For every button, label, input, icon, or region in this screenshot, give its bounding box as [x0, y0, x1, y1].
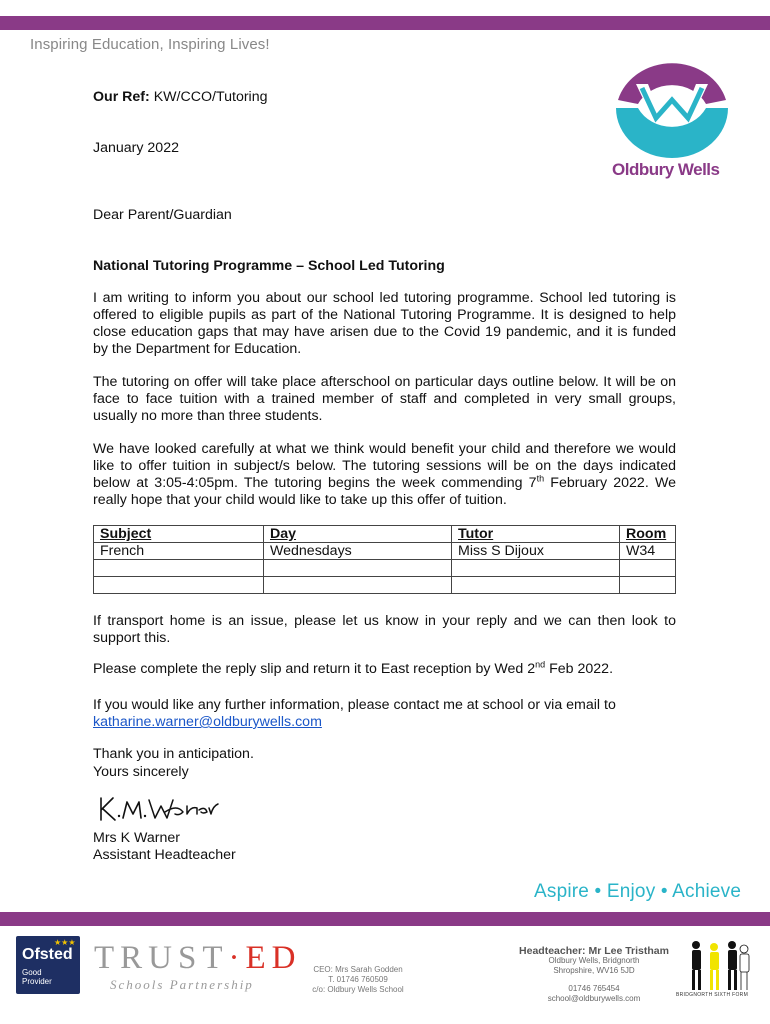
- school-address-line2: Shropshire, WV16 5JD: [553, 966, 635, 975]
- cell-day: Wednesdays: [264, 543, 452, 560]
- ceo-name: CEO: Mrs Sarah Godden: [313, 965, 403, 974]
- ofsted-name: Ofsted: [22, 946, 73, 963]
- ceo-address: c/o: Oldbury Wells School: [312, 985, 404, 994]
- table-row: [94, 560, 676, 577]
- trusted-logo-part2: ED: [245, 940, 302, 976]
- header-room: Room: [620, 526, 676, 543]
- school-address-line1: Oldbury Wells, Bridgnorth: [548, 956, 640, 965]
- tuition-details-end: February 2022. We really hope that your child would like to take up this offer of tuition.: [93, 475, 676, 508]
- paragraph-tuition-details: [93, 441, 676, 509]
- empty-cell: [264, 560, 452, 577]
- ofsted-stars-icon: ★★★: [54, 938, 76, 947]
- cell-room: W34: [620, 543, 676, 560]
- closing-thanks: Thank you in anticipation.: [93, 746, 254, 762]
- header-subject: Subject: [94, 526, 264, 543]
- letter-date: January 2022: [93, 140, 179, 156]
- empty-cell: [620, 577, 676, 594]
- ofsted-badge: [16, 936, 80, 994]
- paragraph-contact: If you would like any further information, please contact me at school or via email to: [93, 697, 616, 713]
- empty-cell: [94, 560, 264, 577]
- paragraph-transport: If transport home is an issue, please let us know in your reply and we can then look to support this.: [93, 613, 676, 646]
- contact-email-link[interactable]: katharine.warner@oldburywells.com: [93, 714, 322, 730]
- school-tagline: Inspiring Education, Inspiring Lives!: [30, 36, 270, 53]
- signature-image: [95, 790, 220, 826]
- trusted-logo-dot: ·: [228, 940, 246, 976]
- paragraph-intro: I am writing to inform you about our school led tutoring programme. School led tutoring is offered to eligible pupils as part of the National Tutoring Programme. It is designed to help close education gaps that may have arisen due to the Covid 19 pandemic, and it is funded by the Department for Education.: [93, 290, 676, 357]
- school-phone: 01746 765454: [568, 984, 620, 993]
- table-header-row: [94, 526, 676, 543]
- ofsted-rating: [22, 968, 52, 986]
- reply-date-suffix: nd: [535, 659, 546, 670]
- trusted-logo: [94, 940, 302, 977]
- reference-label: Our Ref:: [93, 89, 150, 105]
- empty-cell: [264, 577, 452, 594]
- headteacher-title: Headteacher: Mr Lee Tristham: [519, 945, 669, 957]
- top-banner-bar: [0, 16, 770, 30]
- school-logo-name: Oldbury Wells: [612, 160, 720, 179]
- closing-sincerely: Yours sincerely: [93, 764, 189, 780]
- empty-cell: [452, 560, 620, 577]
- reference-line: [93, 89, 268, 106]
- cell-subject: French: [94, 543, 264, 560]
- signer-role: Assistant Headteacher: [93, 847, 236, 863]
- ofsted-rating-line1: Good: [22, 968, 42, 977]
- school-logo-icon: [596, 48, 748, 170]
- school-motto: Aspire • Enjoy • Achieve: [534, 881, 742, 902]
- empty-cell: [452, 577, 620, 594]
- header-day: Day: [264, 526, 452, 543]
- header-tutor: Tutor: [452, 526, 620, 543]
- trusted-logo-part1: TRUST: [94, 940, 229, 976]
- letter-title: National Tutoring Programme – School Led Tutoring: [93, 258, 445, 274]
- ofsted-rating-line2: Provider: [22, 977, 52, 986]
- tuition-details-text: We have looked carefully at what we think would benefit your child and therefore we would like to offer tuition in subject/s below. The tutoring sessions will be on the days indicated below at 3:05-4:05pm. The tutoring begins the week commending 7: [93, 441, 676, 491]
- paragraph-reply-slip: [93, 661, 676, 678]
- signer-name: Mrs K Warner: [93, 830, 180, 846]
- tuition-date-suffix: th: [536, 473, 545, 484]
- paragraph-tutoring-offer: The tutoring on offer will take place afterschool on particular days outline below. It will be on face to face tuition with a trained member of staff and completed in very small groups, usually no more than three students.: [93, 374, 676, 424]
- empty-cell: [620, 560, 676, 577]
- tutoring-table: [93, 525, 676, 594]
- sixth-form-figures-icon: [684, 937, 754, 997]
- reply-slip-end: Feb 2022.: [545, 661, 614, 677]
- reply-slip-text: Please complete the reply slip and return it to East reception by Wed 2: [93, 661, 536, 677]
- reference-value: KW/CCO/Tutoring: [153, 89, 268, 105]
- table-row: [94, 543, 676, 560]
- cell-tutor: Miss S Dijoux: [452, 543, 620, 560]
- sixth-form-caption: BRIDGNORTH SIXTH FORM: [676, 992, 749, 998]
- ceo-phone: T. 01746 760509: [328, 975, 388, 984]
- school-email: school@oldburywells.com: [547, 994, 641, 1003]
- bottom-banner-bar: [0, 912, 770, 926]
- trusted-subtitle: Schools Partnership: [110, 977, 254, 992]
- ceo-contact: [310, 965, 406, 995]
- salutation: Dear Parent/Guardian: [93, 207, 232, 223]
- headteacher-contact: [515, 946, 673, 1004]
- table-row: [94, 577, 676, 594]
- empty-cell: [94, 577, 264, 594]
